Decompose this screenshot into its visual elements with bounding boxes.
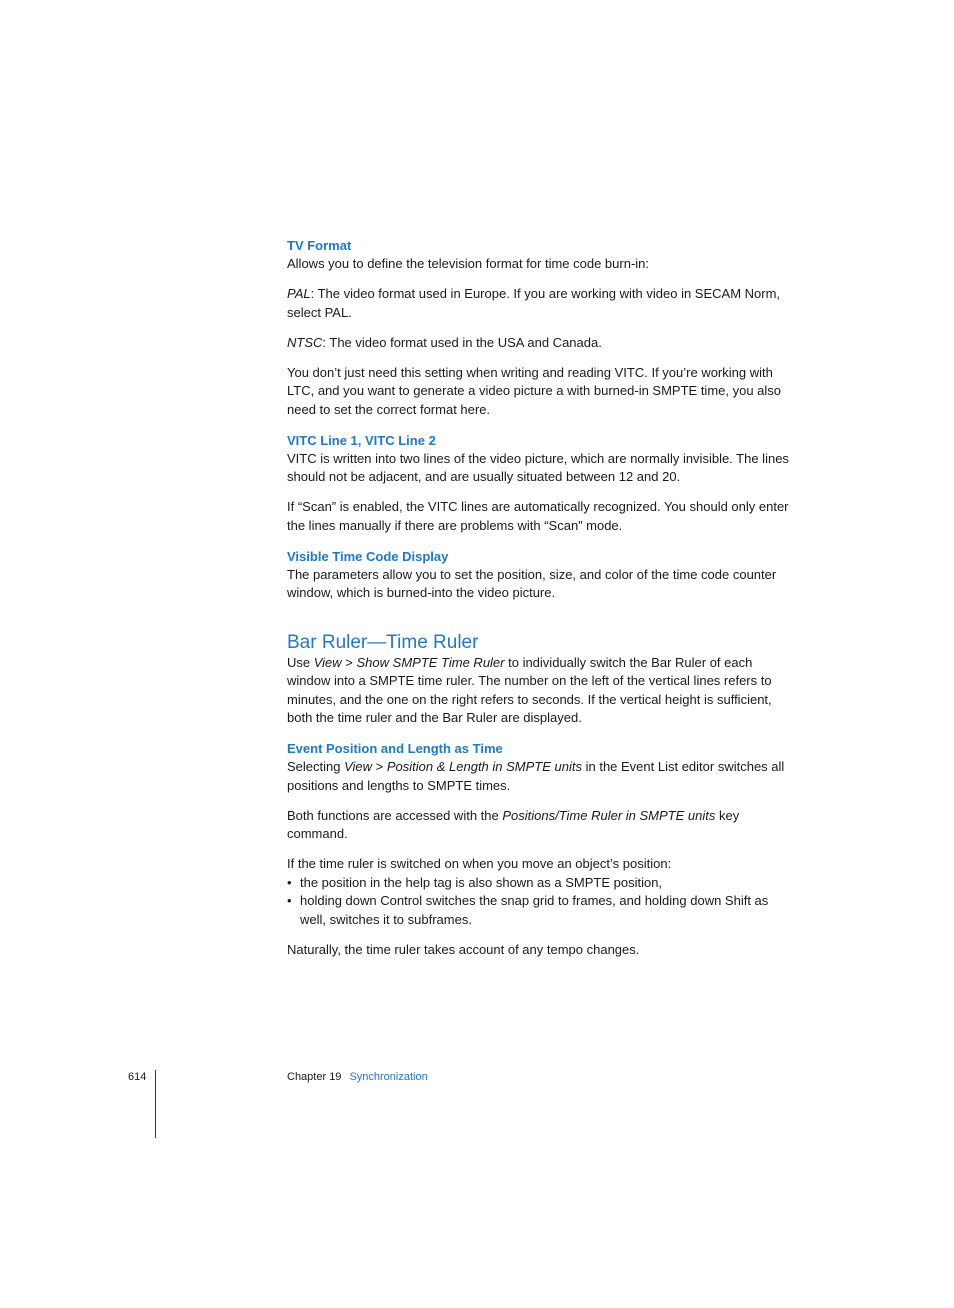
bar-ruler-p1-text-c: to individually switch the Bar Ruler of each window into a SMPTE time ruler. The number on the left of the vertical lines refers to minutes, and the one on the right refers to seconds. If the vertical height is sufficient, both the time ruler and the Bar Ruler are displayed. [287, 654, 772, 725]
bullet-icon: • [287, 893, 292, 908]
list-item-text: the position in the help tag is also shown as a SMPTE position, [300, 874, 663, 890]
page-number: 614 [128, 1071, 147, 1083]
visible-tc-p1: The parameters allow you to set the position, size, and color of the time code counter window, which is burned-into the video picture. [287, 566, 777, 600]
event-position-p1-menu-view: View [344, 759, 373, 774]
event-position-p1-text-b: > [372, 759, 387, 774]
event-position-p1 [287, 758, 797, 795]
event-position-p2-text-b: key command. [287, 807, 740, 841]
ntsc-term: NTSC [287, 334, 323, 350]
vitc-lines-p1: VITC is written into two lines of the video picture, which are normally invisible. The lines should not be adjacent, and are usually situated between 12 and 20. [287, 450, 789, 484]
vitc-lines-heading: VITC Line 1, VITC Line 2 [287, 432, 436, 448]
chapter-title-link[interactable]: Synchronization [349, 1071, 428, 1083]
visible-tc-heading: Visible Time Code Display [287, 548, 449, 564]
event-position-p3: If the time ruler is switched on when you move an object’s position: [287, 856, 672, 871]
event-position-p1-text-a: Selecting [287, 759, 345, 774]
tv-format-heading: TV Format [287, 238, 352, 253]
vitc-lines-p2: If “Scan” is enabled, the VITC lines are automatically recognized. You should only enter the lines manually if there are problems with “Scan” mode. [287, 499, 789, 533]
bullet-list [287, 874, 797, 930]
bar-ruler-p1-text-b: > [341, 654, 357, 670]
event-position-p2 [287, 807, 797, 844]
bar-ruler-heading: Bar Ruler—Time Ruler [287, 631, 479, 653]
pal-paragraph [287, 285, 797, 322]
list-item [287, 874, 797, 893]
event-position-p2-text-a: Both functions are accessed with the [287, 807, 503, 823]
ntsc-paragraph [287, 334, 797, 353]
pal-text: : The video format used in Europe. If you are working with video in SECAM Norm, select PAL. [287, 286, 781, 320]
key-command-name: Positions/Time Ruler in SMPTE units [502, 807, 716, 823]
event-position-p1-menu-item: Position & Length in SMPTE units [386, 759, 582, 774]
bar-ruler-p1-menu-item: Show SMPTE Time Ruler [356, 654, 505, 670]
list-item [287, 892, 797, 929]
list-item-text: holding down Control switches the snap grid to frames, and holding down Shift as well, switches it to subframes. [300, 893, 769, 927]
event-position-p4: Naturally, the time ruler takes account of any tempo changes. [287, 941, 640, 957]
bullet-icon: • [287, 874, 292, 890]
event-position-heading: Event Position and Length as Time [287, 741, 503, 756]
bar-ruler-p1-menu-view: View [313, 654, 342, 670]
event-position-p1-text-c: in the Event List editor switches all positions and lengths to SMPTE times. [287, 759, 785, 793]
pal-term: PAL [287, 286, 311, 301]
tv-format-note: You don’t just need this setting when writing and reading VITC. If you’re working with LTC, and you want to generate a video picture a with burned-in SMPTE time, you also need to set the correct format here. [287, 364, 782, 417]
ntsc-text: : The video format used in the USA and Canada. [322, 334, 602, 350]
chapter-footer [287, 1069, 428, 1085]
footer-divider [155, 1070, 156, 1138]
page-content [287, 236, 797, 971]
bar-ruler-p1-text-a: Use [287, 654, 314, 670]
bar-ruler-p1 [287, 654, 797, 728]
chapter-label: Chapter 19 [287, 1071, 342, 1083]
tv-format-intro: Allows you to define the television format for time code burn-in: [287, 256, 650, 271]
